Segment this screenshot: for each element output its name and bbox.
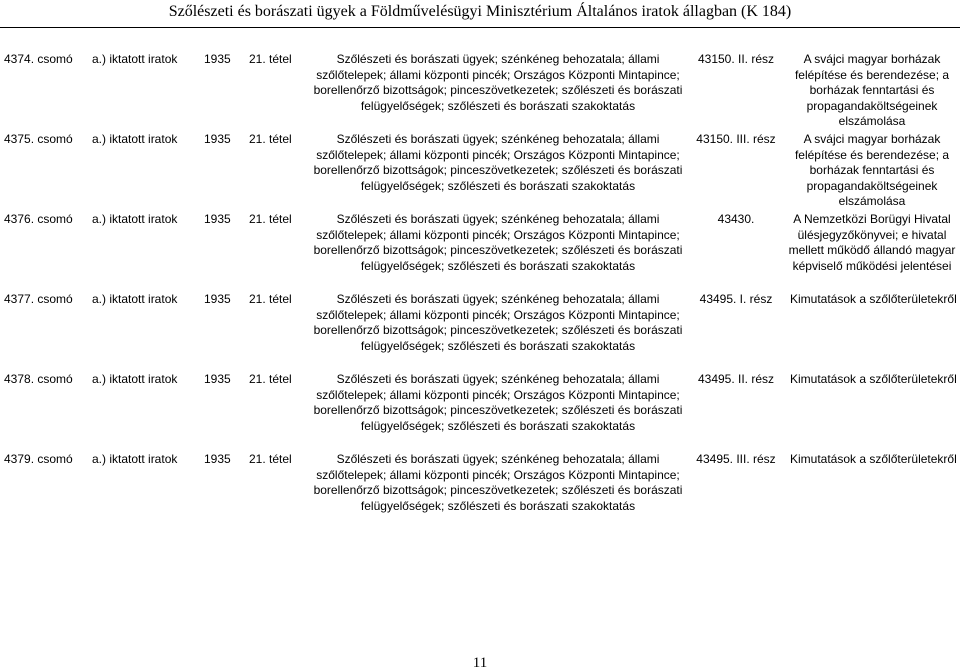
record-type: a.) iktatott iratok bbox=[92, 452, 178, 466]
record-subject: Szőlészeti és borászati ügyek; szénkéneg behozatala; állami szőlőtelepek; állami központi pincék; Országos Központi Mintapince; borellenőrző bizottságok; pinceszövetkezetek; szőlészeti és borászati felügyelőségek; szőlészeti és borászati szakoktatás bbox=[313, 292, 683, 353]
record-row bbox=[0, 292, 960, 372]
record-type: a.) iktatott iratok bbox=[92, 212, 178, 226]
record-csomo: 4378. csomó bbox=[4, 372, 73, 386]
record-year: 1935 bbox=[204, 52, 231, 66]
record-type: a.) iktatott iratok bbox=[92, 292, 178, 306]
record-subject: Szőlészeti és borászati ügyek; szénkéneg behozatala; állami szőlőtelepek; állami központi pincék; Országos Központi Mintapince; borellenőrző bizottságok; pinceszövetkezetek; szőlészeti és borászati felügyelőségek; szőlészeti és borászati szakoktatás bbox=[313, 452, 683, 513]
record-type: a.) iktatott iratok bbox=[92, 132, 178, 146]
record-csomo: 4376. csomó bbox=[4, 212, 73, 226]
record-row bbox=[0, 132, 960, 212]
record-subject: Szőlészeti és borászati ügyek; szénkéneg behozatala; állami szőlőtelepek; állami központi pincék; Országos Központi Mintapince; borellenőrző bizottságok; pinceszövetkezetek; szőlészeti és borászati felügyelőségek; szőlészeti és borászati szakoktatás bbox=[313, 372, 683, 433]
record-note: Kimutatások a szőlőterületekről bbox=[790, 452, 957, 466]
record-subject: Szőlészeti és borászati ügyek; szénkéneg behozatala; állami szőlőtelepek; állami központi pincék; Országos Központi Mintapince; borellenőrző bizottságok; pinceszövetkezetek; szőlészeti és borászati felügyelőségek; szőlészeti és borászati szakoktatás bbox=[313, 52, 683, 113]
record-year: 1935 bbox=[204, 132, 231, 146]
page-header: Szőlészeti és borászati ügyek a Földművelésügyi Minisztérium Általános iratok állagban (K 184) bbox=[168, 3, 792, 20]
record-csomo: 4379. csomó bbox=[4, 452, 73, 466]
record-csomo: 4374. csomó bbox=[4, 52, 73, 66]
record-jelzet: 43495. II. rész bbox=[697, 372, 775, 386]
record-tetel: 21. tétel bbox=[249, 292, 292, 306]
record-tetel: 21. tétel bbox=[249, 212, 292, 226]
record-type: a.) iktatott iratok bbox=[92, 52, 178, 66]
record-tetel: 21. tétel bbox=[249, 452, 292, 466]
record-year: 1935 bbox=[204, 212, 231, 226]
record-row bbox=[0, 212, 960, 292]
record-row bbox=[0, 372, 960, 452]
record-tetel: 21. tétel bbox=[249, 132, 292, 146]
record-tetel: 21. tétel bbox=[249, 372, 292, 386]
record-jelzet: 43495. III. rész bbox=[696, 452, 776, 466]
record-note: Kimutatások a szőlőterületekről bbox=[790, 292, 957, 306]
record-year: 1935 bbox=[204, 292, 231, 306]
record-row bbox=[0, 452, 960, 532]
records-list bbox=[0, 52, 960, 532]
record-csomo: 4377. csomó bbox=[4, 292, 73, 306]
record-year: 1935 bbox=[204, 452, 231, 466]
record-note: A Nemzetközi Borügyi Hivatal ülésjegyzőkönyvei; e hivatal mellett működő állandó magyar képviselő működési jelentései bbox=[788, 212, 956, 273]
record-subject: Szőlészeti és borászati ügyek; szénkéneg behozatala; állami szőlőtelepek; állami központi pincék; Országos Központi Mintapince; borellenőrző bizottságok; pinceszövetkezetek; szőlészeti és borászati felügyelőségek; szőlészeti és borászati szakoktatás bbox=[313, 132, 683, 193]
record-subject: Szőlészeti és borászati ügyek; szénkéneg behozatala; állami szőlőtelepek; állami központi pincék; Országos Központi Mintapince; borellenőrző bizottságok; pinceszövetkezetek; szőlészeti és borászati felügyelőségek; szőlészeti és borászati szakoktatás bbox=[313, 212, 683, 273]
record-year: 1935 bbox=[204, 372, 231, 386]
record-jelzet: 43430. bbox=[717, 212, 755, 226]
record-type: a.) iktatott iratok bbox=[92, 372, 178, 386]
record-row bbox=[0, 52, 960, 132]
record-jelzet: 43150. III. rész bbox=[696, 132, 776, 146]
record-jelzet: 43495. I. rész bbox=[699, 292, 773, 306]
record-jelzet: 43150. II. rész bbox=[697, 52, 775, 66]
record-csomo: 4375. csomó bbox=[4, 132, 73, 146]
record-note: A svájci magyar borházak felépítése és berendezése; a borházak fenntartási és propagandaköltségeinek elszámolása bbox=[794, 132, 950, 208]
record-note: A svájci magyar borházak felépítése és berendezése; a borházak fenntartási és propagandaköltségeinek elszámolása bbox=[794, 52, 950, 128]
record-note: Kimutatások a szőlőterületekről bbox=[790, 372, 957, 386]
header-rule bbox=[0, 27, 960, 28]
record-tetel: 21. tétel bbox=[249, 52, 292, 66]
page-number: 11 bbox=[472, 655, 488, 671]
